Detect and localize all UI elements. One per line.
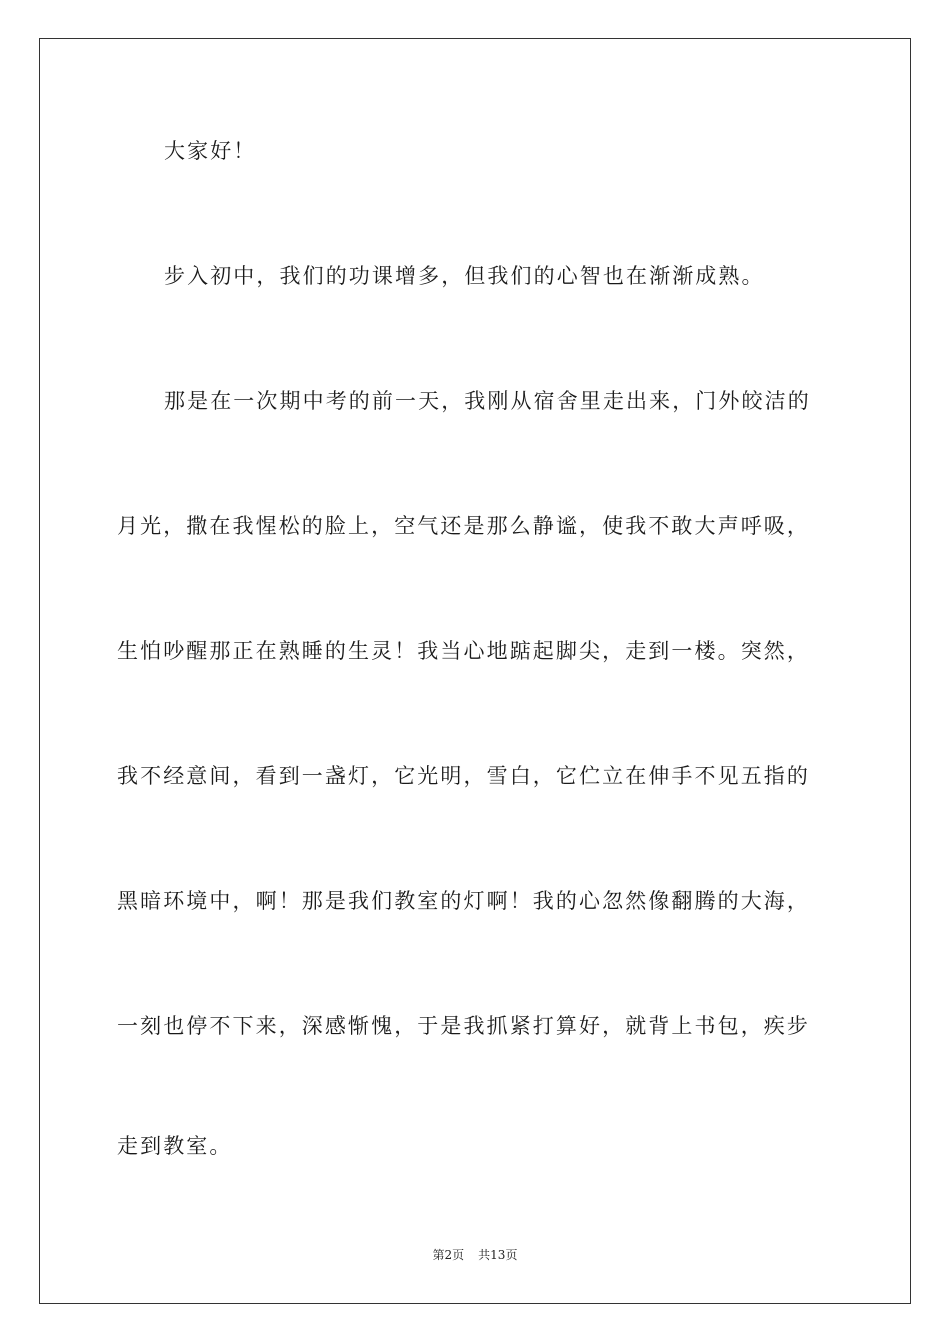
paragraph-greeting: 大家好！: [164, 139, 257, 163]
total-pages: 共13页: [478, 1248, 518, 1262]
paragraph-story-line: 我不经意间，看到一盏灯，它光明，雪白，它伫立在伸手不见五指的: [117, 764, 810, 788]
paragraph-story-line: 生怕吵醒那正在熟睡的生灵！我当心地踮起脚尖，走到一楼。突然，: [117, 639, 810, 663]
paragraph-story-line: 黑暗环境中，啊！那是我们教室的灯啊！我的心忽然像翻腾的大海，: [117, 889, 810, 913]
paragraph-story-line: 月光，撒在我惺松的脸上，空气还是那么静谧，使我不敢大声呼吸，: [117, 514, 810, 538]
page-number: 第2页: [432, 1248, 465, 1262]
paragraph-story-line: 那是在一次期中考的前一天，我刚从宿舍里走出来，门外皎洁的: [164, 389, 811, 413]
paragraph-story-line: 走到教室。: [117, 1134, 233, 1158]
page-footer: [0, 1247, 950, 1263]
paragraph-intro: 步入初中，我们的功课增多，但我们的心智也在渐渐成熟。: [164, 264, 765, 288]
page-border: [39, 38, 911, 1304]
paragraph-story-line: 一刻也停不下来，深感惭愧，于是我抓紧打算好，就背上书包，疾步: [117, 1014, 810, 1038]
